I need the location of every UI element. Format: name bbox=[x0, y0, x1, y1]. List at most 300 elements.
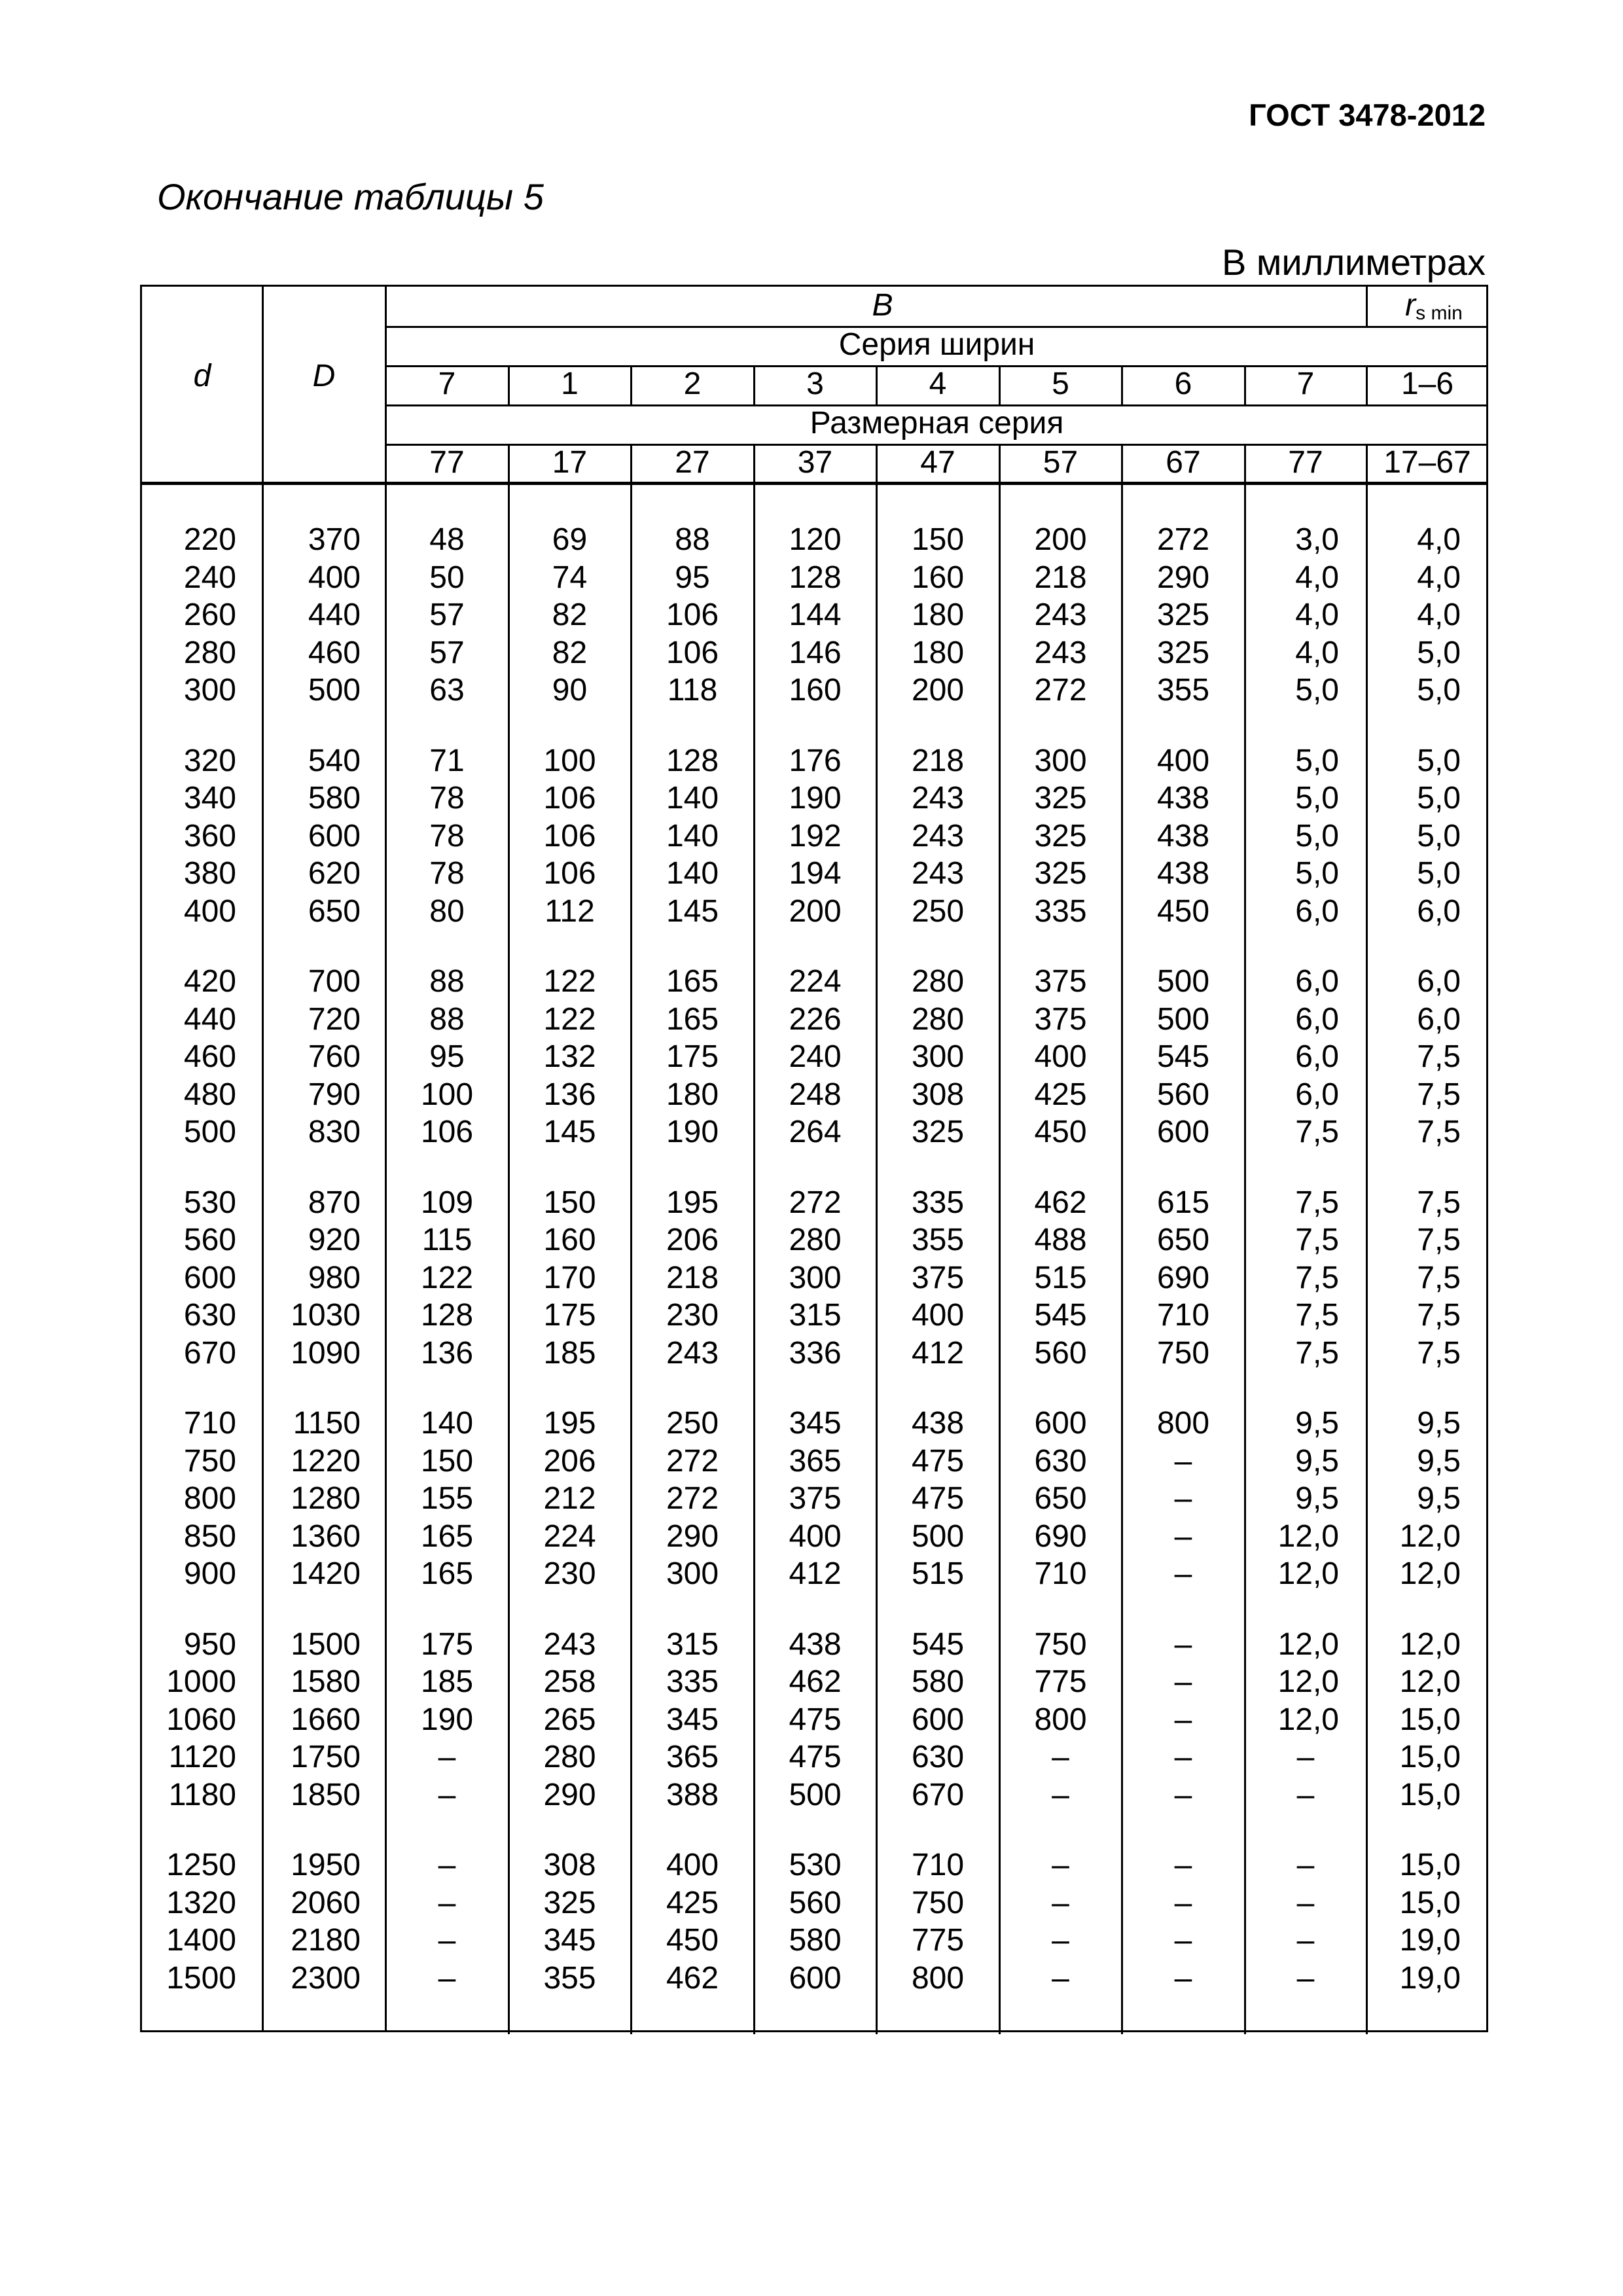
cell-D: 1030 bbox=[291, 1298, 361, 1333]
cell-b1: 355 bbox=[543, 1960, 596, 1996]
cell-d: 460 bbox=[183, 1039, 236, 1074]
cell-b3: 560 bbox=[789, 1885, 842, 1920]
header-rule bbox=[385, 326, 1486, 328]
cell-b7: 88 bbox=[429, 1001, 465, 1037]
cell-b1: 185 bbox=[543, 1335, 596, 1371]
cell-d: 340 bbox=[183, 781, 236, 816]
cell-b4: 775 bbox=[911, 1923, 965, 1958]
cell-b4: 250 bbox=[911, 893, 965, 929]
cell-b6: 355 bbox=[1156, 673, 1210, 708]
dimension-series-cell: 77 bbox=[429, 445, 465, 480]
cell-b1: 106 bbox=[543, 856, 596, 891]
cell-b4: 500 bbox=[911, 1518, 965, 1554]
dimension-series-label: Размерная серия bbox=[810, 406, 1064, 440]
cell-d: 900 bbox=[183, 1556, 236, 1591]
table-row bbox=[142, 1738, 1486, 1776]
table-row bbox=[142, 1626, 1486, 1663]
cell-b5: 600 bbox=[1034, 1406, 1087, 1441]
cell-b2: 243 bbox=[666, 1335, 719, 1371]
cell-b7: – bbox=[438, 1885, 456, 1920]
cell-b5: 325 bbox=[1034, 818, 1087, 853]
width-series-cell: 7 bbox=[1296, 367, 1315, 401]
cell-D: 600 bbox=[308, 818, 361, 853]
cell-r16: 15,0 bbox=[1399, 1740, 1461, 1774]
dimensions-table bbox=[140, 285, 1488, 2032]
cell-r7: 6,0 bbox=[1295, 964, 1339, 999]
cell-b2: 145 bbox=[666, 893, 719, 929]
cell-b7: – bbox=[438, 1960, 456, 1996]
header-D: D bbox=[312, 359, 336, 393]
table-row bbox=[142, 1259, 1486, 1297]
cell-b5: 710 bbox=[1034, 1556, 1087, 1591]
cell-D: 1420 bbox=[291, 1556, 361, 1591]
cell-r16: 5,0 bbox=[1417, 743, 1461, 778]
cell-b7: 128 bbox=[420, 1298, 474, 1333]
cell-b3: 146 bbox=[789, 635, 842, 670]
cell-b4: 280 bbox=[911, 1001, 965, 1037]
cell-r7: 12,0 bbox=[1277, 1556, 1339, 1591]
cell-r16: 7,5 bbox=[1417, 1115, 1461, 1149]
cell-b4: 750 bbox=[911, 1885, 965, 1920]
cell-b1: 150 bbox=[543, 1185, 596, 1220]
cell-r16: 9,5 bbox=[1417, 1406, 1461, 1441]
cell-b5: 325 bbox=[1034, 781, 1087, 816]
cell-b6: 545 bbox=[1156, 1039, 1210, 1074]
table-row bbox=[142, 1443, 1486, 1480]
cell-b1: 145 bbox=[543, 1115, 596, 1149]
cell-r7: 4,0 bbox=[1295, 635, 1339, 670]
cell-d: 500 bbox=[183, 1115, 236, 1149]
cell-b2: 462 bbox=[666, 1960, 719, 1996]
table-row bbox=[142, 817, 1486, 855]
cell-b4: 325 bbox=[911, 1115, 965, 1149]
cell-b5: 425 bbox=[1034, 1077, 1087, 1112]
cell-b1: 308 bbox=[543, 1848, 596, 1882]
cell-d: 1320 bbox=[166, 1885, 236, 1920]
cell-r16: 15,0 bbox=[1399, 1777, 1461, 1812]
cell-d: 420 bbox=[183, 964, 236, 999]
cell-b6: 615 bbox=[1156, 1185, 1210, 1220]
cell-r16: 7,5 bbox=[1417, 1335, 1461, 1371]
cell-b5: 335 bbox=[1034, 893, 1087, 929]
cell-b6: 560 bbox=[1156, 1077, 1210, 1112]
cell-r7: 12,0 bbox=[1277, 1518, 1339, 1554]
cell-D: 1220 bbox=[291, 1443, 361, 1479]
cell-r16: 15,0 bbox=[1399, 1885, 1461, 1920]
cell-D: 700 bbox=[308, 964, 361, 999]
cell-b6: 600 bbox=[1156, 1115, 1210, 1149]
cell-b5: 750 bbox=[1034, 1626, 1087, 1662]
cell-r16: 6,0 bbox=[1417, 893, 1461, 929]
cell-b2: 425 bbox=[666, 1885, 719, 1920]
cell-r7: 6,0 bbox=[1295, 1077, 1339, 1112]
cell-b4: 710 bbox=[911, 1848, 965, 1882]
cell-b7: 78 bbox=[429, 818, 465, 853]
cell-r7: 4,0 bbox=[1295, 598, 1339, 632]
cell-D: 870 bbox=[308, 1185, 361, 1220]
cell-b3: 200 bbox=[789, 893, 842, 929]
column-divider bbox=[1366, 287, 1368, 326]
cell-b6: 500 bbox=[1156, 964, 1210, 999]
cell-b3: 272 bbox=[789, 1185, 842, 1220]
cell-b7: 165 bbox=[420, 1518, 474, 1554]
cell-r7: 7,5 bbox=[1295, 1298, 1339, 1333]
dimension-series-cell: 57 bbox=[1043, 445, 1079, 480]
dimension-series-cell: 37 bbox=[797, 445, 833, 480]
cell-b2: 400 bbox=[666, 1848, 719, 1882]
cell-b4: 475 bbox=[911, 1481, 965, 1516]
cell-b7: – bbox=[438, 1923, 456, 1958]
cell-b7: 57 bbox=[429, 598, 465, 632]
cell-b3: 192 bbox=[789, 818, 842, 853]
cell-b3: 475 bbox=[789, 1702, 842, 1737]
cell-r7: – bbox=[1296, 1777, 1315, 1812]
cell-r7: 5,0 bbox=[1295, 673, 1339, 708]
cell-b6: – bbox=[1174, 1556, 1192, 1591]
cell-b2: 165 bbox=[666, 964, 719, 999]
cell-r16: 5,0 bbox=[1417, 635, 1461, 670]
cell-b5: 200 bbox=[1034, 522, 1087, 557]
cell-b7: 50 bbox=[429, 560, 465, 595]
cell-b1: 170 bbox=[543, 1260, 596, 1295]
cell-b5: – bbox=[1052, 1740, 1069, 1774]
cell-b4: 243 bbox=[911, 818, 965, 853]
cell-b2: 195 bbox=[666, 1185, 719, 1220]
cell-b1: 90 bbox=[552, 673, 588, 708]
dimension-series-cell: 67 bbox=[1166, 445, 1201, 480]
cell-b4: 580 bbox=[911, 1664, 965, 1699]
cell-r7: – bbox=[1296, 1740, 1315, 1774]
table-row bbox=[142, 1076, 1486, 1113]
cell-r16: 4,0 bbox=[1417, 522, 1461, 557]
cell-b1: 230 bbox=[543, 1556, 596, 1591]
cell-d: 1120 bbox=[168, 1740, 236, 1774]
cell-b7: 136 bbox=[420, 1335, 474, 1371]
cell-b6: 710 bbox=[1156, 1298, 1210, 1333]
table-row bbox=[142, 1884, 1486, 1922]
cell-b6: – bbox=[1174, 1626, 1192, 1662]
cell-b1: 69 bbox=[552, 522, 588, 557]
cell-b3: 120 bbox=[789, 522, 842, 557]
cell-b5: 375 bbox=[1034, 964, 1087, 999]
cell-r16: 5,0 bbox=[1417, 818, 1461, 853]
cell-b5: 375 bbox=[1034, 1001, 1087, 1037]
cell-b1: 243 bbox=[543, 1626, 596, 1662]
cell-r7: 5,0 bbox=[1295, 856, 1339, 891]
cell-r16: 5,0 bbox=[1417, 673, 1461, 708]
cell-b4: 243 bbox=[911, 856, 965, 891]
cell-b2: 345 bbox=[666, 1702, 719, 1737]
cell-b4: 300 bbox=[911, 1039, 965, 1074]
width-series-cell: 4 bbox=[929, 367, 947, 401]
cell-r7: 6,0 bbox=[1295, 1001, 1339, 1037]
cell-b6: – bbox=[1174, 1923, 1192, 1958]
cell-r7: 3,0 bbox=[1295, 522, 1339, 557]
cell-b4: 438 bbox=[911, 1406, 965, 1441]
cell-b6: – bbox=[1174, 1960, 1192, 1996]
cell-b3: 315 bbox=[789, 1298, 842, 1333]
cell-b6: – bbox=[1174, 1885, 1192, 1920]
cell-b4: 515 bbox=[911, 1556, 965, 1591]
cell-b5: 515 bbox=[1034, 1260, 1087, 1295]
cell-b4: 670 bbox=[911, 1777, 965, 1812]
table-row bbox=[142, 1297, 1486, 1334]
cell-D: 790 bbox=[308, 1077, 361, 1112]
cell-r7: 12,0 bbox=[1277, 1664, 1339, 1699]
cell-b5: – bbox=[1052, 1885, 1069, 1920]
cell-b7: 115 bbox=[421, 1223, 473, 1257]
cell-b1: 206 bbox=[543, 1443, 596, 1479]
cell-D: 1360 bbox=[291, 1518, 361, 1554]
cell-b2: 272 bbox=[666, 1443, 719, 1479]
cell-b2: 128 bbox=[666, 743, 719, 778]
cell-b3: 226 bbox=[789, 1001, 842, 1037]
cell-b7: 78 bbox=[429, 781, 465, 816]
cell-b7: 100 bbox=[420, 1077, 474, 1112]
cell-b3: 176 bbox=[789, 743, 842, 778]
cell-b1: 290 bbox=[543, 1777, 596, 1812]
dimension-series-cell: 77 bbox=[1288, 445, 1323, 480]
cell-b4: 218 bbox=[911, 743, 965, 778]
cell-b1: 106 bbox=[543, 818, 596, 853]
cell-b2: 106 bbox=[666, 598, 719, 632]
cell-b6: 690 bbox=[1156, 1260, 1210, 1295]
table-row bbox=[142, 1701, 1486, 1738]
cell-b2: 88 bbox=[675, 522, 710, 557]
cell-b3: 190 bbox=[789, 781, 842, 816]
cell-d: 600 bbox=[183, 1260, 236, 1295]
cell-D: 2300 bbox=[291, 1960, 361, 1996]
cell-b5: 545 bbox=[1034, 1298, 1087, 1333]
cell-D: 980 bbox=[308, 1260, 361, 1295]
cell-b5: – bbox=[1052, 1848, 1069, 1882]
cell-b4: 630 bbox=[911, 1740, 965, 1774]
width-series-cell: 5 bbox=[1052, 367, 1069, 401]
cell-b3: 500 bbox=[789, 1777, 842, 1812]
units-note: В миллиметрах bbox=[1221, 242, 1486, 283]
cell-b1: 345 bbox=[543, 1923, 596, 1958]
cell-b2: 140 bbox=[666, 856, 719, 891]
cell-b1: 212 bbox=[543, 1481, 596, 1516]
table-row bbox=[142, 1001, 1486, 1038]
header-bottom-rule bbox=[142, 482, 1486, 485]
cell-d: 750 bbox=[183, 1443, 236, 1479]
cell-d: 1180 bbox=[168, 1777, 236, 1812]
cell-D: 920 bbox=[308, 1223, 361, 1257]
cell-b7: 185 bbox=[420, 1664, 474, 1699]
cell-b6: – bbox=[1174, 1777, 1192, 1812]
cell-b5: 325 bbox=[1034, 856, 1087, 891]
cell-D: 1090 bbox=[291, 1335, 361, 1371]
cell-d: 380 bbox=[183, 856, 236, 891]
cell-b3: 336 bbox=[789, 1335, 842, 1371]
cell-r16: 12,0 bbox=[1399, 1626, 1461, 1662]
cell-b6: 650 bbox=[1156, 1223, 1210, 1257]
cell-d: 1060 bbox=[166, 1702, 236, 1737]
cell-d: 710 bbox=[183, 1406, 236, 1441]
cell-r7: 4,0 bbox=[1295, 560, 1339, 595]
cell-r16: 6,0 bbox=[1417, 1001, 1461, 1037]
cell-d: 1500 bbox=[166, 1960, 236, 1996]
cell-b1: 132 bbox=[543, 1039, 596, 1074]
header-r-subscript: s min bbox=[1416, 302, 1463, 324]
table-row bbox=[142, 1846, 1486, 1884]
cell-b5: 560 bbox=[1034, 1335, 1087, 1371]
cell-b4: 180 bbox=[911, 635, 965, 670]
cell-b4: 600 bbox=[911, 1702, 965, 1737]
cell-b6: 450 bbox=[1156, 893, 1210, 929]
cell-b1: 122 bbox=[543, 1001, 596, 1037]
cell-r16: 5,0 bbox=[1417, 781, 1461, 816]
cell-b3: 438 bbox=[789, 1626, 842, 1662]
cell-b6: 272 bbox=[1156, 522, 1210, 557]
cell-r16: 7,5 bbox=[1417, 1077, 1461, 1112]
header-r-base: r bbox=[1405, 288, 1416, 323]
cell-b6: – bbox=[1174, 1740, 1192, 1774]
cell-b4: 200 bbox=[911, 673, 965, 708]
cell-b5: – bbox=[1052, 1960, 1069, 1996]
table-row bbox=[142, 634, 1486, 672]
cell-b4: 400 bbox=[911, 1298, 965, 1333]
cell-r7: 5,0 bbox=[1295, 743, 1339, 778]
cell-b1: 82 bbox=[552, 598, 588, 632]
cell-b7: 78 bbox=[429, 856, 465, 891]
cell-b1: 258 bbox=[543, 1664, 596, 1699]
cell-D: 760 bbox=[308, 1039, 361, 1074]
cell-r16: 7,5 bbox=[1417, 1260, 1461, 1295]
cell-b7: 122 bbox=[420, 1260, 474, 1295]
cell-b1: 224 bbox=[543, 1518, 596, 1554]
cell-b7: – bbox=[438, 1848, 456, 1882]
cell-b6: – bbox=[1174, 1702, 1192, 1737]
table-row bbox=[142, 893, 1486, 930]
cell-b3: 248 bbox=[789, 1077, 842, 1112]
dimension-series-cell: 17 bbox=[552, 445, 588, 480]
cell-d: 480 bbox=[183, 1077, 236, 1112]
cell-b4: 375 bbox=[911, 1260, 965, 1295]
cell-b6: 400 bbox=[1156, 743, 1210, 778]
cell-b2: 250 bbox=[666, 1406, 719, 1441]
cell-d: 630 bbox=[183, 1298, 236, 1333]
dimension-series-cell: 17–67 bbox=[1383, 445, 1471, 480]
cell-b3: 462 bbox=[789, 1664, 842, 1699]
document-code: ГОСТ 3478-2012 bbox=[1249, 98, 1486, 132]
cell-b5: 462 bbox=[1034, 1185, 1087, 1220]
cell-r16: 12,0 bbox=[1399, 1518, 1461, 1554]
cell-d: 260 bbox=[183, 598, 236, 632]
table-row bbox=[142, 672, 1486, 709]
width-series-cell: 2 bbox=[683, 367, 702, 401]
cell-b3: 375 bbox=[789, 1481, 842, 1516]
width-series-label: Серия ширин bbox=[838, 327, 1035, 362]
width-series-cell: 1 bbox=[561, 367, 579, 401]
table-row bbox=[142, 1518, 1486, 1555]
cell-b4: 160 bbox=[911, 560, 965, 595]
cell-b2: 272 bbox=[666, 1481, 719, 1516]
cell-r7: 9,5 bbox=[1295, 1481, 1339, 1516]
cell-d: 800 bbox=[183, 1481, 236, 1516]
cell-b3: 412 bbox=[789, 1556, 842, 1591]
table-row bbox=[142, 1184, 1486, 1221]
cell-b3: 345 bbox=[789, 1406, 842, 1441]
cell-b6: 800 bbox=[1156, 1406, 1210, 1441]
cell-r16: 7,5 bbox=[1417, 1185, 1461, 1220]
table-row bbox=[142, 1038, 1486, 1075]
cell-D: 370 bbox=[308, 522, 361, 557]
cell-r7: – bbox=[1296, 1885, 1315, 1920]
table-row bbox=[142, 1480, 1486, 1517]
cell-b2: 165 bbox=[666, 1001, 719, 1037]
cell-b5: 690 bbox=[1034, 1518, 1087, 1554]
cell-b7: – bbox=[438, 1740, 456, 1774]
cell-b5: 630 bbox=[1034, 1443, 1087, 1479]
cell-b1: 195 bbox=[543, 1406, 596, 1441]
table-row bbox=[142, 521, 1486, 558]
cell-D: 1150 bbox=[293, 1406, 361, 1441]
cell-b1: 122 bbox=[543, 964, 596, 999]
cell-r16: 19,0 bbox=[1399, 1960, 1461, 1996]
cell-r7: 7,5 bbox=[1295, 1335, 1339, 1371]
cell-r7: – bbox=[1296, 1848, 1315, 1882]
cell-b7: 48 bbox=[429, 522, 465, 557]
cell-b2: 190 bbox=[666, 1115, 719, 1149]
cell-b2: 95 bbox=[675, 560, 710, 595]
cell-d: 400 bbox=[183, 893, 236, 929]
cell-b7: 80 bbox=[429, 893, 465, 929]
table-row bbox=[142, 742, 1486, 780]
table-row bbox=[142, 1405, 1486, 1442]
table-row bbox=[142, 1113, 1486, 1151]
cell-d: 1250 bbox=[166, 1848, 236, 1882]
cell-D: 720 bbox=[308, 1001, 361, 1037]
cell-r7: 9,5 bbox=[1295, 1406, 1339, 1441]
cell-r16: 19,0 bbox=[1399, 1923, 1461, 1958]
cell-b4: 280 bbox=[911, 964, 965, 999]
cell-b5: 650 bbox=[1034, 1481, 1087, 1516]
cell-r16: 12,0 bbox=[1399, 1556, 1461, 1591]
cell-b3: 365 bbox=[789, 1443, 842, 1479]
cell-d: 320 bbox=[183, 743, 236, 778]
cell-D: 1850 bbox=[291, 1777, 361, 1812]
cell-b4: 150 bbox=[911, 522, 965, 557]
cell-d: 360 bbox=[183, 818, 236, 853]
cell-D: 2060 bbox=[291, 1885, 361, 1920]
cell-D: 460 bbox=[308, 635, 361, 670]
cell-b6: 325 bbox=[1156, 635, 1210, 670]
table-row bbox=[142, 963, 1486, 1000]
table-row bbox=[142, 855, 1486, 892]
cell-b4: 180 bbox=[911, 598, 965, 632]
cell-b1: 100 bbox=[543, 743, 596, 778]
cell-r7: – bbox=[1296, 1923, 1315, 1958]
cell-b7: 155 bbox=[420, 1481, 474, 1516]
cell-b3: 400 bbox=[789, 1518, 842, 1554]
cell-b7: 175 bbox=[420, 1626, 474, 1662]
cell-r16: 15,0 bbox=[1399, 1702, 1461, 1737]
cell-b7: 57 bbox=[429, 635, 465, 670]
cell-r7: 7,5 bbox=[1295, 1223, 1339, 1257]
cell-b1: 175 bbox=[543, 1298, 596, 1333]
cell-b6: – bbox=[1174, 1443, 1192, 1479]
cell-b2: 450 bbox=[666, 1923, 719, 1958]
cell-b1: 325 bbox=[543, 1885, 596, 1920]
cell-b4: 475 bbox=[911, 1443, 965, 1479]
width-series-cell: 1–6 bbox=[1400, 367, 1454, 401]
cell-D: 2180 bbox=[291, 1923, 361, 1958]
cell-b5: – bbox=[1052, 1923, 1069, 1958]
cell-D: 580 bbox=[308, 781, 361, 816]
cell-b2: 300 bbox=[666, 1556, 719, 1591]
